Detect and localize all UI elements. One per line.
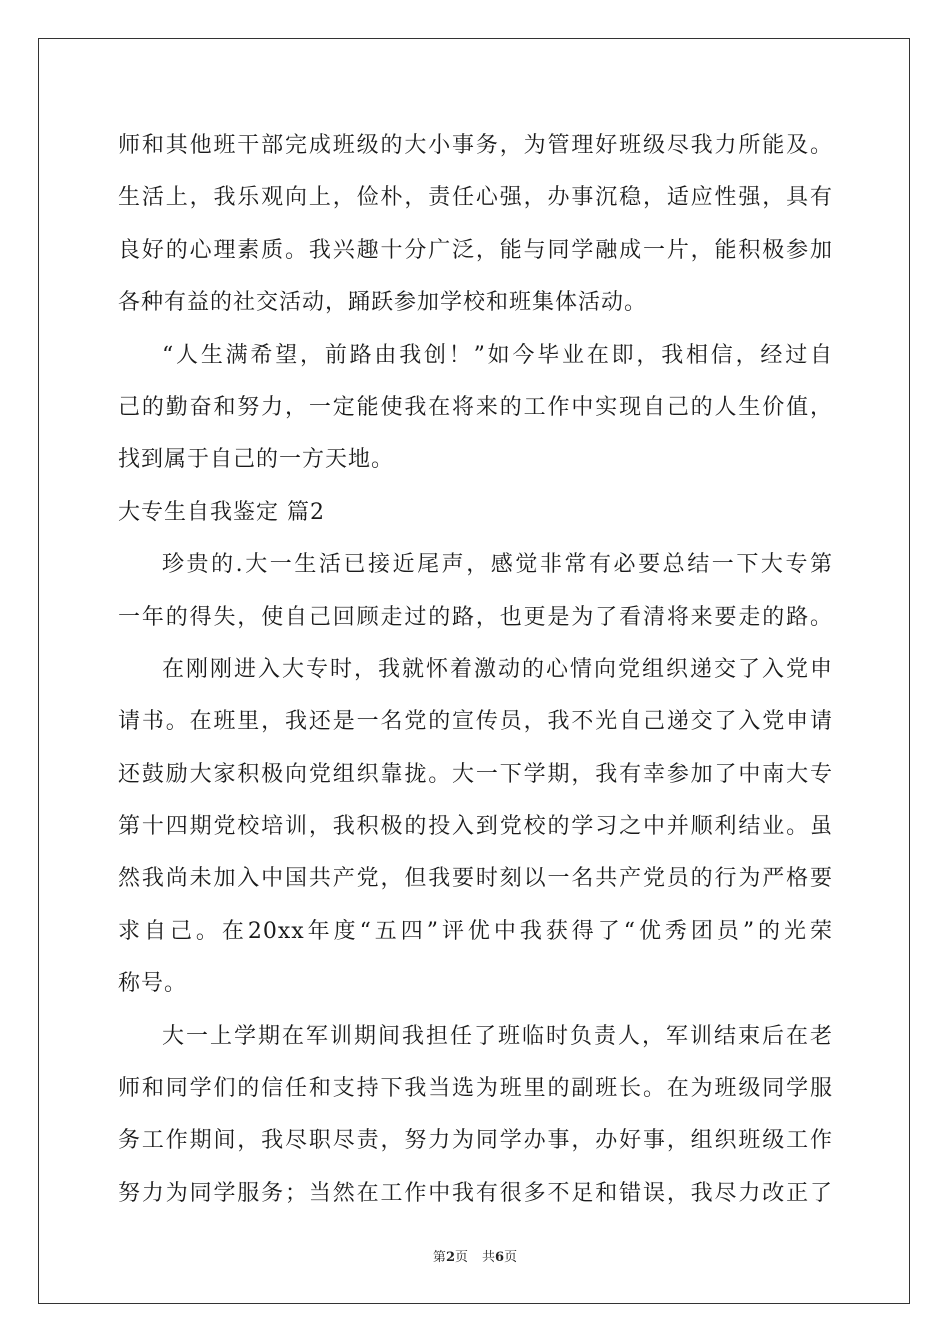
text-line: 良好的心理素质。我兴趣十分广泛，能与同学融成一片，能积极参加 — [118, 237, 833, 263]
text-line: 师和同学们的信任和支持下我当选为班里的副班长。在为班级同学服 — [118, 1076, 833, 1102]
text-line: 第十四期党校培训，我积极的投入到党校的学习之中并顺利结业。虽 — [118, 814, 833, 840]
text-line: 生活上，我乐观向上，俭朴，责任心强，办事沉稳，适应性强，具有 — [118, 185, 833, 211]
text-line: “人生满希望，前路由我创！”如今毕业在即，我相信，经过自 — [162, 342, 833, 368]
text-line: 请书。在班里，我还是一名党的宣传员，我不光自己递交了入党申请 — [118, 709, 833, 735]
text-line: 还鼓励大家积极向党组织靠拢。大一下学期，我有幸参加了中南大专 — [118, 761, 833, 787]
total-pages: 共6页 — [482, 1250, 518, 1265]
text-line: 各种有益的社交活动，踊跃参加学校和班集体活动。 — [118, 290, 648, 316]
page-footer — [0, 1246, 950, 1265]
section-heading: 大专生自我鉴定 篇2 — [118, 499, 325, 525]
text-line: 大一上学期在军训期间我担任了班临时负责人，军训结束后在老 — [162, 1023, 833, 1049]
text-line: 求自己。在20xx年度“五四”评优中我获得了“优秀团员”的光荣 — [118, 918, 833, 944]
text-line: 师和其他班干部完成班级的大小事务，为管理好班级尽我力所能及。 — [118, 133, 833, 158]
text-line: 务工作期间，我尽职尽责，努力为同学办事，办好事，组织班级工作 — [118, 1128, 833, 1154]
text-line: 然我尚未加入中国共产党，但我要时刻以一名共产党员的行为严格要 — [118, 866, 833, 892]
text-line: 称号。 — [118, 971, 188, 997]
text-line: 努力为同学服务；当然在工作中我有很多不足和错误，我尽力改正了 — [118, 1180, 833, 1206]
page-number: 第2页 — [432, 1250, 468, 1265]
document-body — [118, 120, 833, 1220]
text-line: 在刚刚进入大专时，我就怀着激动的心情向党组织递交了入党申 — [162, 656, 833, 682]
text-line: 找到属于自己的一方天地。 — [118, 447, 395, 473]
text-line: 一年的得失，使自己回顾走过的路，也更是为了看清将来要走的路。 — [118, 604, 833, 630]
text-line: 珍贵的.大一生活已接近尾声，感觉非常有必要总结一下大专第 — [162, 552, 833, 578]
text-line: 己的勤奋和努力，一定能使我在将来的工作中实现自己的人生价值， — [118, 394, 833, 420]
